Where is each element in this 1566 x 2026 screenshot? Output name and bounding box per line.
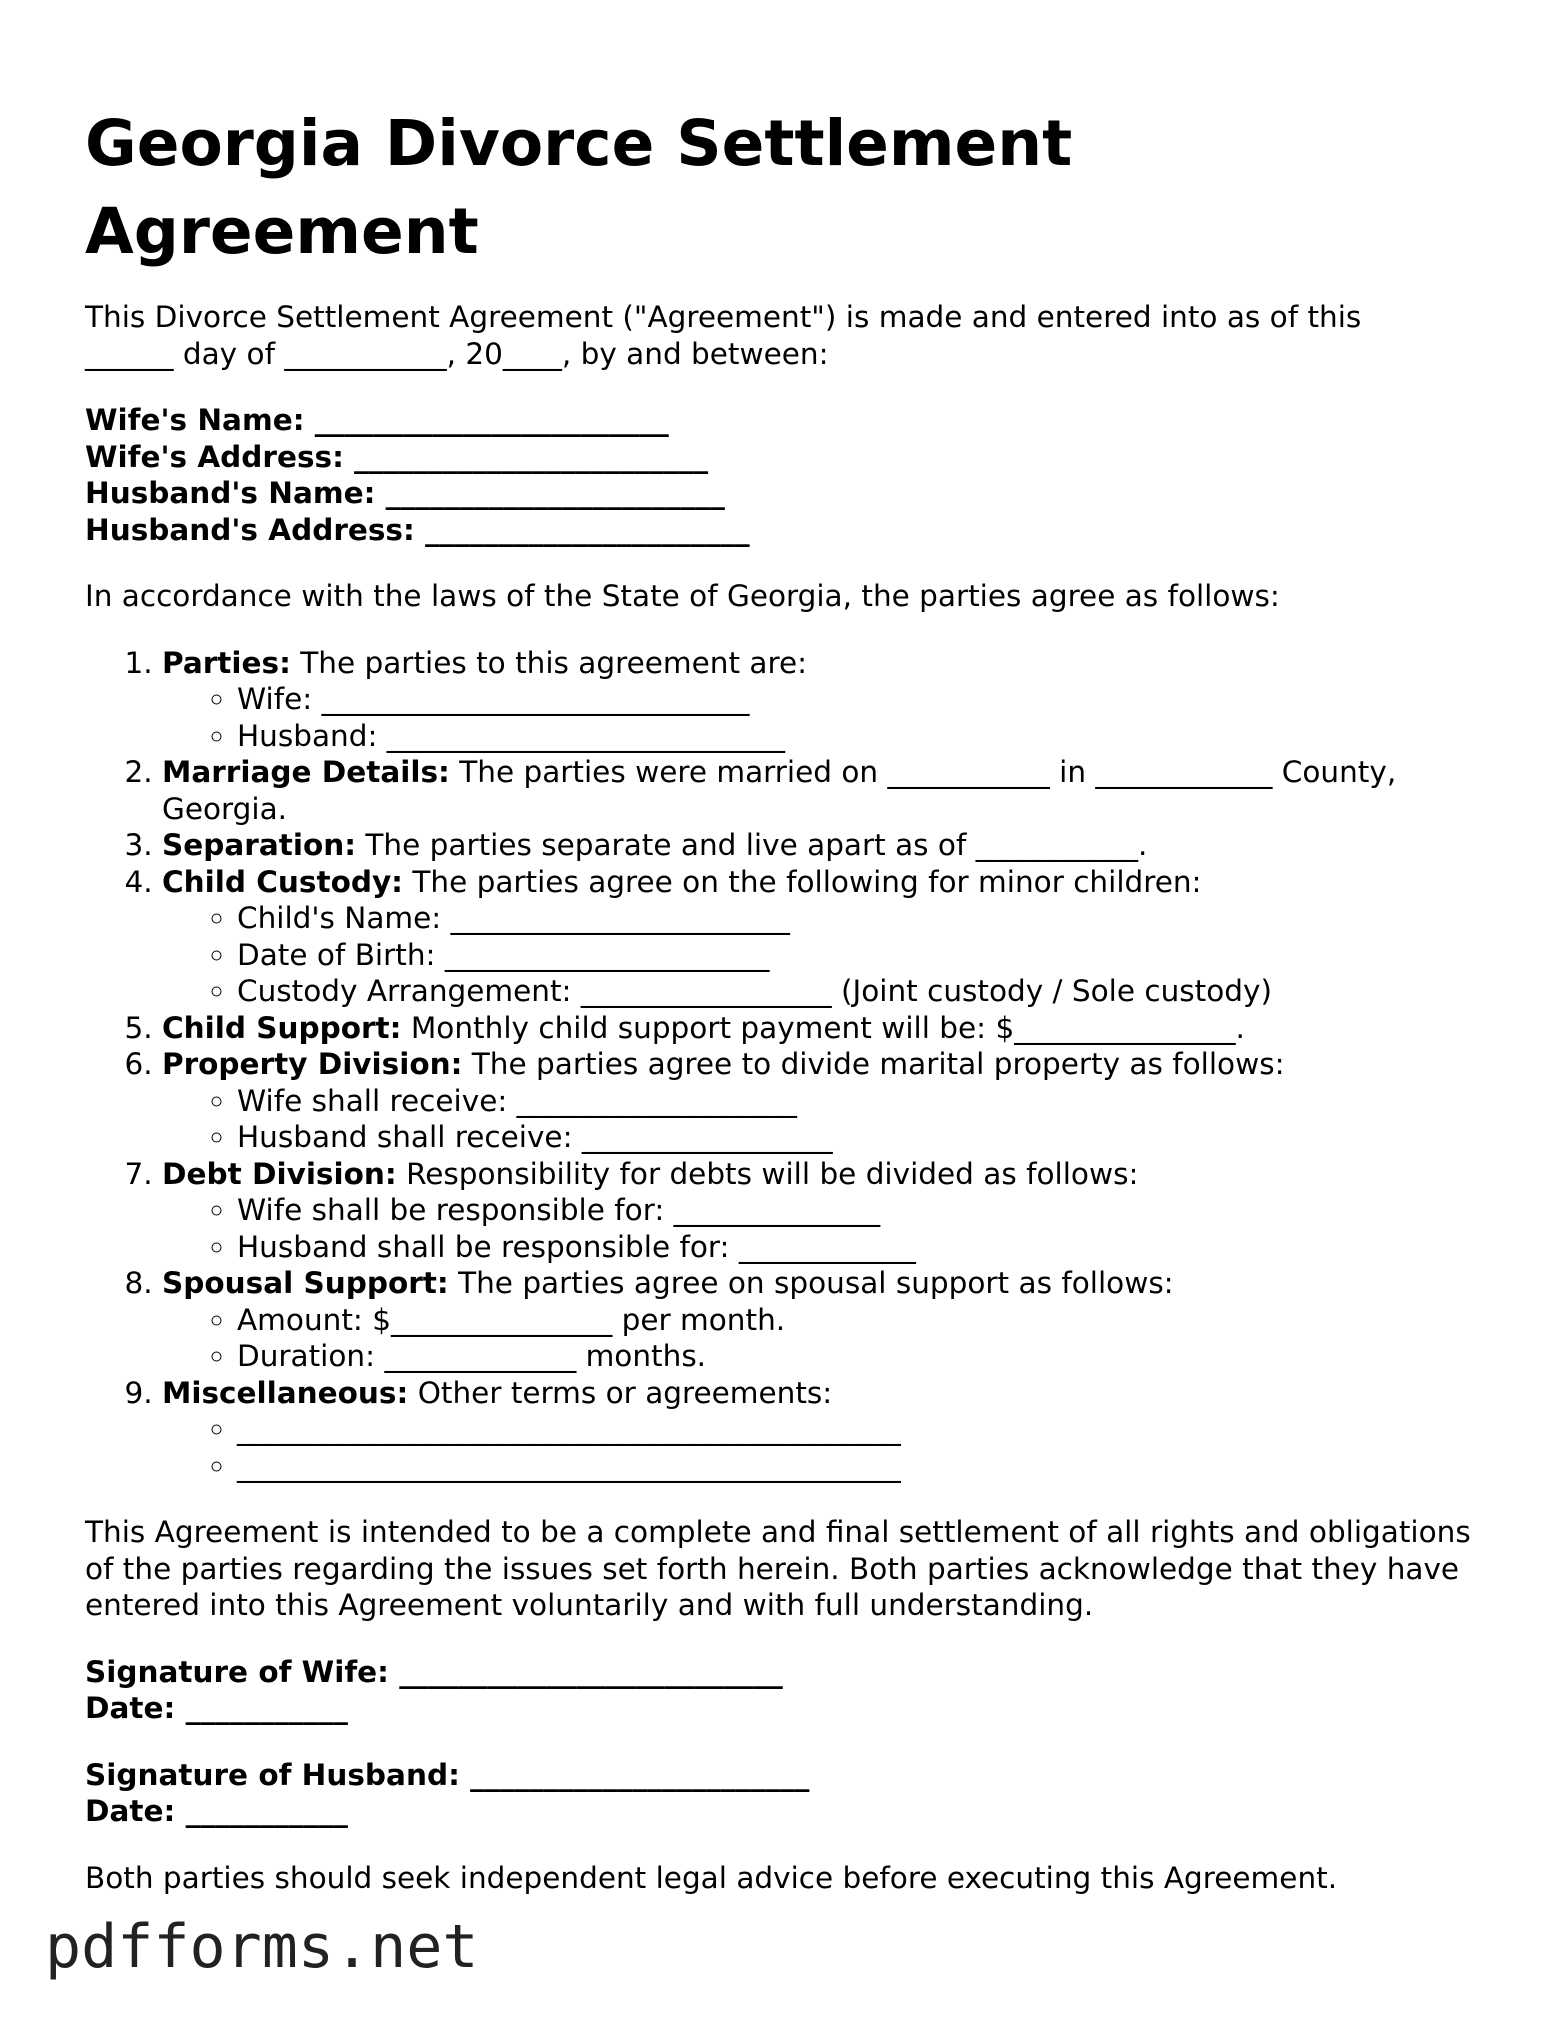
section-separation [162,827,1485,864]
party-details [85,402,1485,548]
list-item: ◦ Husband shall receive: _________________ [237,1119,1485,1156]
wife-name-label: Wife's Name: [85,403,305,437]
husband-address-field [85,512,1485,549]
wife-date-line [85,1690,1485,1727]
list-item: ◦ Wife: _____________________________ [237,681,1485,718]
section-parties [162,645,1485,755]
section-heading: Debt Division: [162,1156,397,1191]
section-heading: Property Division: [162,1047,463,1081]
wife-name-field [85,402,1485,439]
date-label: Date: [85,1794,176,1828]
legal-advice-note: Both parties should seek independent legal advice before executing this Agreement. [85,1860,1338,1895]
signature-label: Signature of Husband: [85,1757,460,1792]
sub-list [162,1302,1485,1375]
accordance-statement: In accordance with the laws of the State of Georgia, the parties agree as follows: [85,579,1280,613]
sub-list [162,1192,1485,1265]
husband-signature-block [85,1757,1485,1830]
section-marriage-details [162,754,1485,827]
husband-date-line [85,1793,1485,1830]
section-heading: Marriage Details: [162,755,450,789]
sub-list [162,681,1485,754]
list-item: ◦ Date of Birth: ______________________ [237,937,1485,974]
wife-signature-line [85,1654,1485,1691]
list-item: ◦ Husband: ___________________________ [237,718,1485,755]
section-heading: Spousal Support: [162,1266,449,1300]
husband-name-blank: _______________________ [385,476,725,510]
section-text: The parties agree to divide marital property as follows: [471,1047,1285,1081]
section-text: The parties agree on spousal support as follows: [458,1266,1174,1300]
intro-line-1: This Divorce Settlement Agreement ("Agreement") is made and entered into as of this [85,300,1362,334]
wife-signature-block [85,1654,1485,1727]
section-heading: Parties: [162,645,291,680]
section-spousal-support [162,1265,1485,1375]
signature-label: Signature of Wife: [85,1654,389,1689]
sub-list [162,1083,1485,1156]
section-text: The parties were married on ___________ in ____________ County, Georgia. [162,755,1397,826]
section-debt-division [162,1156,1485,1266]
closing-paragraph: This Agreement is intended to be a complete and final settlement of all rights and obligations of the parties regarding the issues set forth herein. Both parties acknowledge that they have entered into this Agreement voluntarily and with full understanding. [85,1515,1471,1622]
list-item: ◦ Custody Arrangement: _________________ (Joint custody / Sole custody) [237,973,1485,1010]
husband-address-blank: ______________________ [425,512,750,547]
section-heading: Separation: [162,828,357,862]
section-heading: Miscellaneous: [162,1375,409,1410]
husband-signature-line [85,1757,1485,1794]
section-child-support [162,1010,1485,1047]
section-property-division [162,1046,1485,1156]
list-item: ◦ Duration: _____________ months. [237,1338,1485,1375]
document-title: Georgia Divorce Settlement Agreement [85,107,1073,268]
list-item: ◦ Wife shall receive: ___________________ [237,1083,1485,1120]
date-label: Date: [85,1691,176,1725]
list-item: ◦ _____________________________________________ [237,1448,1485,1485]
section-miscellaneous [162,1375,1485,1485]
list-item: ◦ _____________________________________________ [237,1411,1485,1448]
sub-list [162,900,1485,1010]
section-heading: Child Support: [162,1010,402,1045]
signature-blank: _______________________ [470,1757,810,1792]
signature-blank: __________________________ [399,1654,783,1689]
section-text: Other terms or agreements: [417,1375,833,1410]
wife-address-label: Wife's Address: [85,439,344,474]
sub-list [162,1411,1485,1484]
section-text: Monthly child support payment will be: $_______________. [410,1010,1245,1045]
wife-address-blank: ________________________ [354,439,709,474]
husband-address-label: Husband's Address: [85,512,415,547]
section-text: The parties to this agreement are: [300,645,808,680]
list-item: ◦ Amount: $_______________ per month. [237,1302,1485,1339]
husband-name-label: Husband's Name: [85,476,376,510]
section-heading: Child Custody: [162,864,403,899]
intro-paragraph [85,299,1485,372]
date-blank: ___________ [185,1691,348,1725]
agreement-sections [85,645,1485,1485]
section-text: Responsibility for debts will be divided as follows: [406,1156,1139,1191]
section-text: The parties separate and live apart as of ___________. [365,828,1148,862]
husband-name-field [85,475,1485,512]
list-item: ◦ Husband shall be responsible for: ____________ [237,1229,1485,1266]
wife-name-blank: ________________________ [314,403,669,437]
intro-line-2: ______ day of ___________, 20____, by and between: [85,336,829,371]
list-item: ◦ Wife shall be responsible for: ______________ [237,1192,1485,1229]
document-page [85,100,1485,1896]
list-item: ◦ Child's Name: _______________________ [237,900,1485,937]
date-blank: ___________ [185,1794,348,1828]
section-child-custody [162,864,1485,1010]
section-text: The parties agree on the following for minor children: [412,864,1202,899]
wife-address-field [85,439,1485,476]
watermark: pdfforms.net [45,1912,479,1982]
